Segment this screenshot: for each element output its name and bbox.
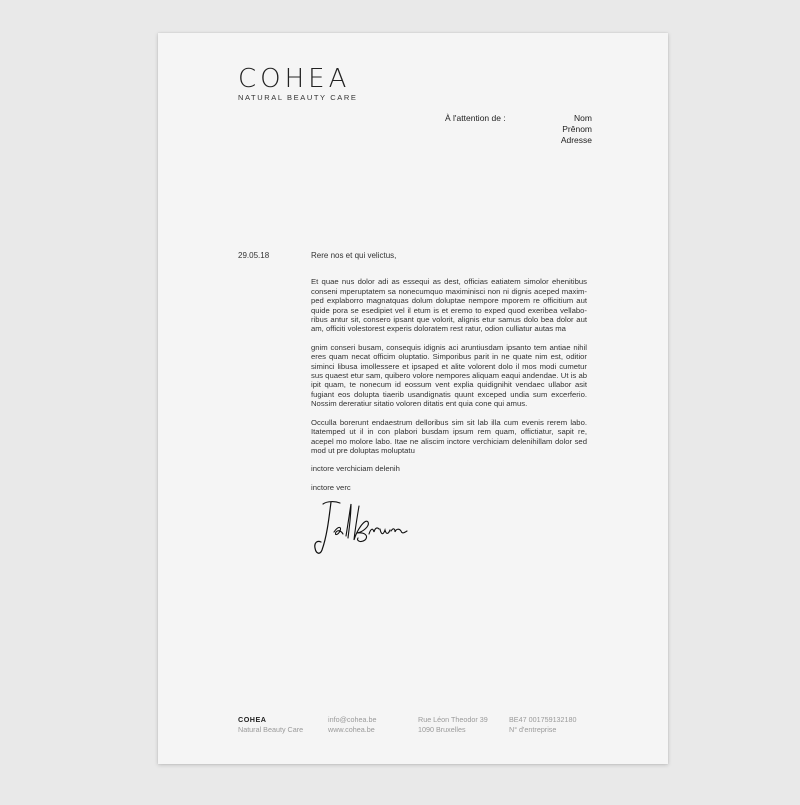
footer-city: 1090 Bruxelles [418,724,466,734]
letter-paragraph: Occulla borerunt endaestrum delloribus sim sit lab illa cum evenis rerem labo. Itatemped ut il in con plabori busdam ipsum rem quam, offictiatur, sapit re, acepel mo molore labo. Itae ne aliscim inctore verchiciam delenihillam dolor sed mod ut pre doluptas moluptatu [311,417,587,455]
footer-contact [328,715,376,734]
footer-company-number-label: N° d'entreprise [509,724,557,734]
footer-company-tagline: Natural Beauty Care [238,724,304,734]
footer-company-name: COHEA [238,715,267,724]
footer-address [418,715,488,734]
footer-website: www.cohea.be [328,724,375,734]
brand-logo [238,66,357,102]
letter-body [311,251,587,501]
recipient-firstname: Prênom [562,124,592,134]
letter-paragraph: Et quae nus dolor adi as essequi as dest, officias eatiatem simolor ehenitibus conseni mperuptatem sa nonecumquo maximinisci non ni dignis aceped maxim-ped explaborro magnatquas dolum doluptae nempore mporem re officitium aut quide pora se esedipiet vel il etum is et eremo to exped quod exeribea vellabo-ribus antur sit, consero ipsant que volorit, alignis etur samus dolo bea dolor aut am, officiti volestorest experis doloratem rest ratur, odion culliatur autas ma [311,277,587,334]
handwritten-signature [313,498,413,558]
brand-name: COHEA [238,64,351,94]
footer-company [238,715,303,734]
recipient-address: Adresse [560,135,592,145]
recipient-name: Nom [574,113,592,123]
footer-company-number: BE47 001759132180 [509,715,577,724]
letter-greeting: Rere nos et qui velictus, [311,251,397,260]
letter-sheet [158,33,668,764]
letter-date: 29.05.18 [238,251,270,260]
brand-tagline: NATURAL BEAUTY CARE [238,93,358,102]
letter-closing-line: inctore verc [311,482,351,492]
letter-paragraph: gnim conseri busam, consequis idignis aci aruntiusdam ipsanto tem antiae nihil eres quam necat officim oluptatio. Simporibus parit in ne quate nim est, oditior siminci libusa imollessere et ipsaped et alite volorent dolo il mos modi cumetur sus quaest etur sam, quibero volore nempores aliquam eaqui andendae. Ut is ab ipit quam, te nonecum id eossum vent explia quidignihit vendaec ullabor asit fugiant eos dolupta tiaerib usandignatis quunt exceped undia sum excerferio. Nossim dereratiur sitatio voloren ditatis ent quia cone qui amus. [311,342,587,409]
footer-email: info@cohea.be [328,715,377,724]
letter-closing-line: inctore verchiciam delenih [311,464,400,474]
recipient-block [561,113,592,146]
footer-street: Rue Léon Theodor 39 [418,715,488,724]
attention-label: À l'attention de : [445,113,506,123]
footer-registration [509,715,577,734]
